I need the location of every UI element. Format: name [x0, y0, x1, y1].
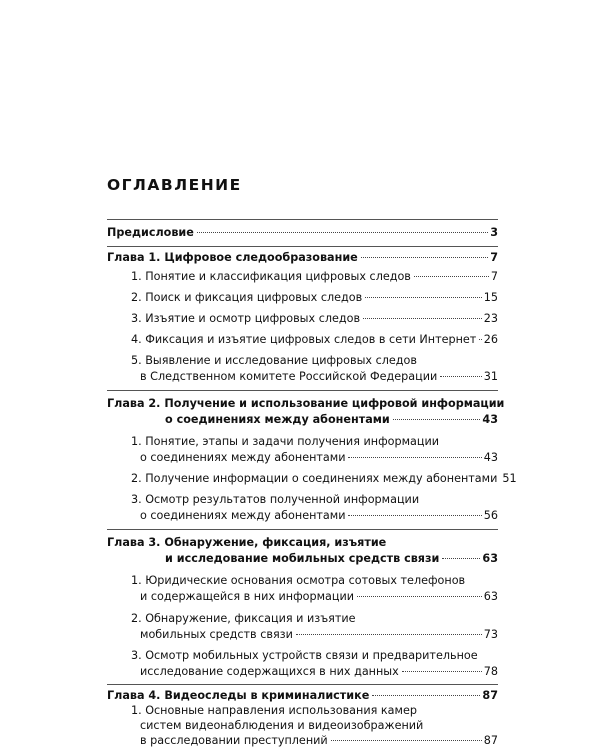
toc-section-2-1[interactable] — [140, 450, 498, 466]
toc-section-3-1[interactable] — [140, 589, 498, 605]
dot-leader — [442, 558, 480, 559]
toc-page-number: 31 — [483, 370, 498, 383]
toc-page-number: 87 — [483, 734, 498, 747]
toc-page-number: 73 — [483, 628, 498, 641]
toc-page-number: 23 — [483, 312, 498, 325]
dot-leader — [414, 276, 489, 277]
toc-section-1-3[interactable] — [131, 311, 498, 327]
dot-leader — [357, 596, 482, 597]
toc-chapter-3[interactable] — [165, 551, 498, 567]
toc-page-number: 51 — [502, 472, 517, 485]
toc-entry-label: 3. Изъятие и осмотр цифровых следов — [131, 312, 361, 325]
divider — [107, 246, 498, 247]
dot-leader — [197, 232, 488, 233]
toc-section-2-3-line-1[interactable]: 3. Осмотр результатов полученной информации — [131, 493, 420, 506]
toc-page-number: 87 — [482, 689, 498, 702]
toc-entry-label: мобильных средств связи — [140, 628, 293, 641]
divider — [107, 390, 498, 391]
toc-section-4-1-line-2[interactable]: систем видеонаблюдения и видеоизображений — [140, 719, 424, 732]
toc-entry-label: 2. Поиск и фиксация цифровых следов — [131, 291, 363, 304]
toc-page-number: 56 — [483, 509, 498, 522]
toc-chapter-4[interactable] — [107, 688, 498, 704]
toc-entry-label: о соединениях между абонентами — [140, 451, 346, 464]
toc-section-3-1-line-1[interactable]: 1. Юридические основания осмотра сотовых телефонов — [131, 574, 466, 587]
toc-entry-label: о соединениях между абонентами — [140, 509, 346, 522]
toc-section-4-1-line-1[interactable]: 1. Основные направления использования камер — [131, 704, 417, 717]
toc-section-3-3-line-1[interactable]: 3. Осмотр мобильных устройств связи и предварительное — [131, 649, 478, 662]
dot-leader — [363, 318, 482, 319]
toc-entry-label: Предисловие — [107, 226, 194, 239]
toc-entry-label: 1. Понятие и классификация цифровых следов — [131, 270, 411, 283]
dot-leader — [365, 297, 482, 298]
dot-leader — [296, 634, 482, 635]
dot-leader — [348, 457, 481, 458]
dot-leader — [402, 671, 482, 672]
toc-entry-label: исследование содержащихся в них данных — [140, 665, 399, 678]
toc-page-number: 43 — [482, 413, 498, 426]
toc-section-3-2-line-1[interactable]: 2. Обнаружение, фиксация и изъятие — [131, 612, 356, 625]
toc-page-number: 3 — [490, 226, 498, 239]
toc-section-3-3[interactable] — [140, 664, 498, 680]
toc-section-3-2[interactable] — [140, 627, 498, 643]
toc-chapter-title: и исследование мобильных средств связи — [165, 552, 440, 565]
dot-leader — [372, 695, 480, 696]
dot-leader — [348, 515, 481, 516]
toc-chapter-2[interactable] — [165, 412, 498, 428]
toc-entry-label: в расследовании преступлений — [140, 734, 328, 747]
toc-section-1-5[interactable] — [140, 369, 498, 385]
toc-section-1-2[interactable] — [131, 290, 498, 306]
dot-leader — [393, 419, 481, 420]
divider — [107, 684, 498, 685]
toc-section-1-5-line-1[interactable]: 5. Выявление и исследование цифровых следов — [131, 354, 417, 367]
page-title: ОГЛАВЛЕНИЕ — [107, 176, 242, 194]
toc-chapter-1[interactable] — [107, 250, 498, 266]
divider — [107, 219, 498, 220]
toc-section-2-2[interactable] — [131, 471, 517, 487]
dot-leader — [479, 339, 481, 340]
toc-chapter-title: о соединениях между абонентами — [165, 413, 390, 426]
toc-section-1-4[interactable] — [131, 332, 498, 348]
dot-leader — [361, 257, 488, 258]
toc-page-number: 26 — [483, 333, 498, 346]
toc-section-1-1[interactable] — [131, 269, 498, 285]
toc-page-number: 15 — [483, 291, 498, 304]
toc-entry-label: 2. Получение информации о соединениях между абонентами — [131, 472, 498, 485]
toc-entry-label: и содержащейся в них информации — [140, 590, 355, 603]
toc-page-number: 78 — [483, 665, 498, 678]
dot-leader — [331, 740, 482, 741]
toc-section-2-3[interactable] — [140, 508, 498, 524]
divider — [107, 529, 498, 530]
toc-page-number: 63 — [483, 590, 498, 603]
toc-page-number: 7 — [490, 251, 498, 264]
toc-chapter-title: Глава 1. Цифровое следообразование — [107, 251, 358, 264]
toc-chapter-2-line-1[interactable]: Глава 2. Получение и использование цифровой информации — [107, 397, 505, 410]
dot-leader — [440, 376, 481, 377]
toc-section-2-1-line-1[interactable]: 1. Понятие, этапы и задачи получения информации — [131, 435, 440, 448]
toc-page-number: 43 — [483, 451, 498, 464]
toc-chapter-title: Глава 4. Видеоследы в криминалистике — [107, 689, 370, 702]
toc-chapter-3-line-1[interactable]: Глава 3. Обнаружение, фиксация, изъятие — [107, 536, 387, 549]
toc-page-number: 63 — [482, 552, 498, 565]
toc-entry-preface[interactable] — [107, 225, 498, 241]
toc-entry-label: в Следственном комитете Российской Федерации — [140, 370, 438, 383]
toc-section-4-1[interactable] — [140, 733, 498, 749]
toc-entry-label: 4. Фиксация и изъятие цифровых следов в сети Интернет — [131, 333, 477, 346]
toc-page-number: 7 — [490, 270, 498, 283]
